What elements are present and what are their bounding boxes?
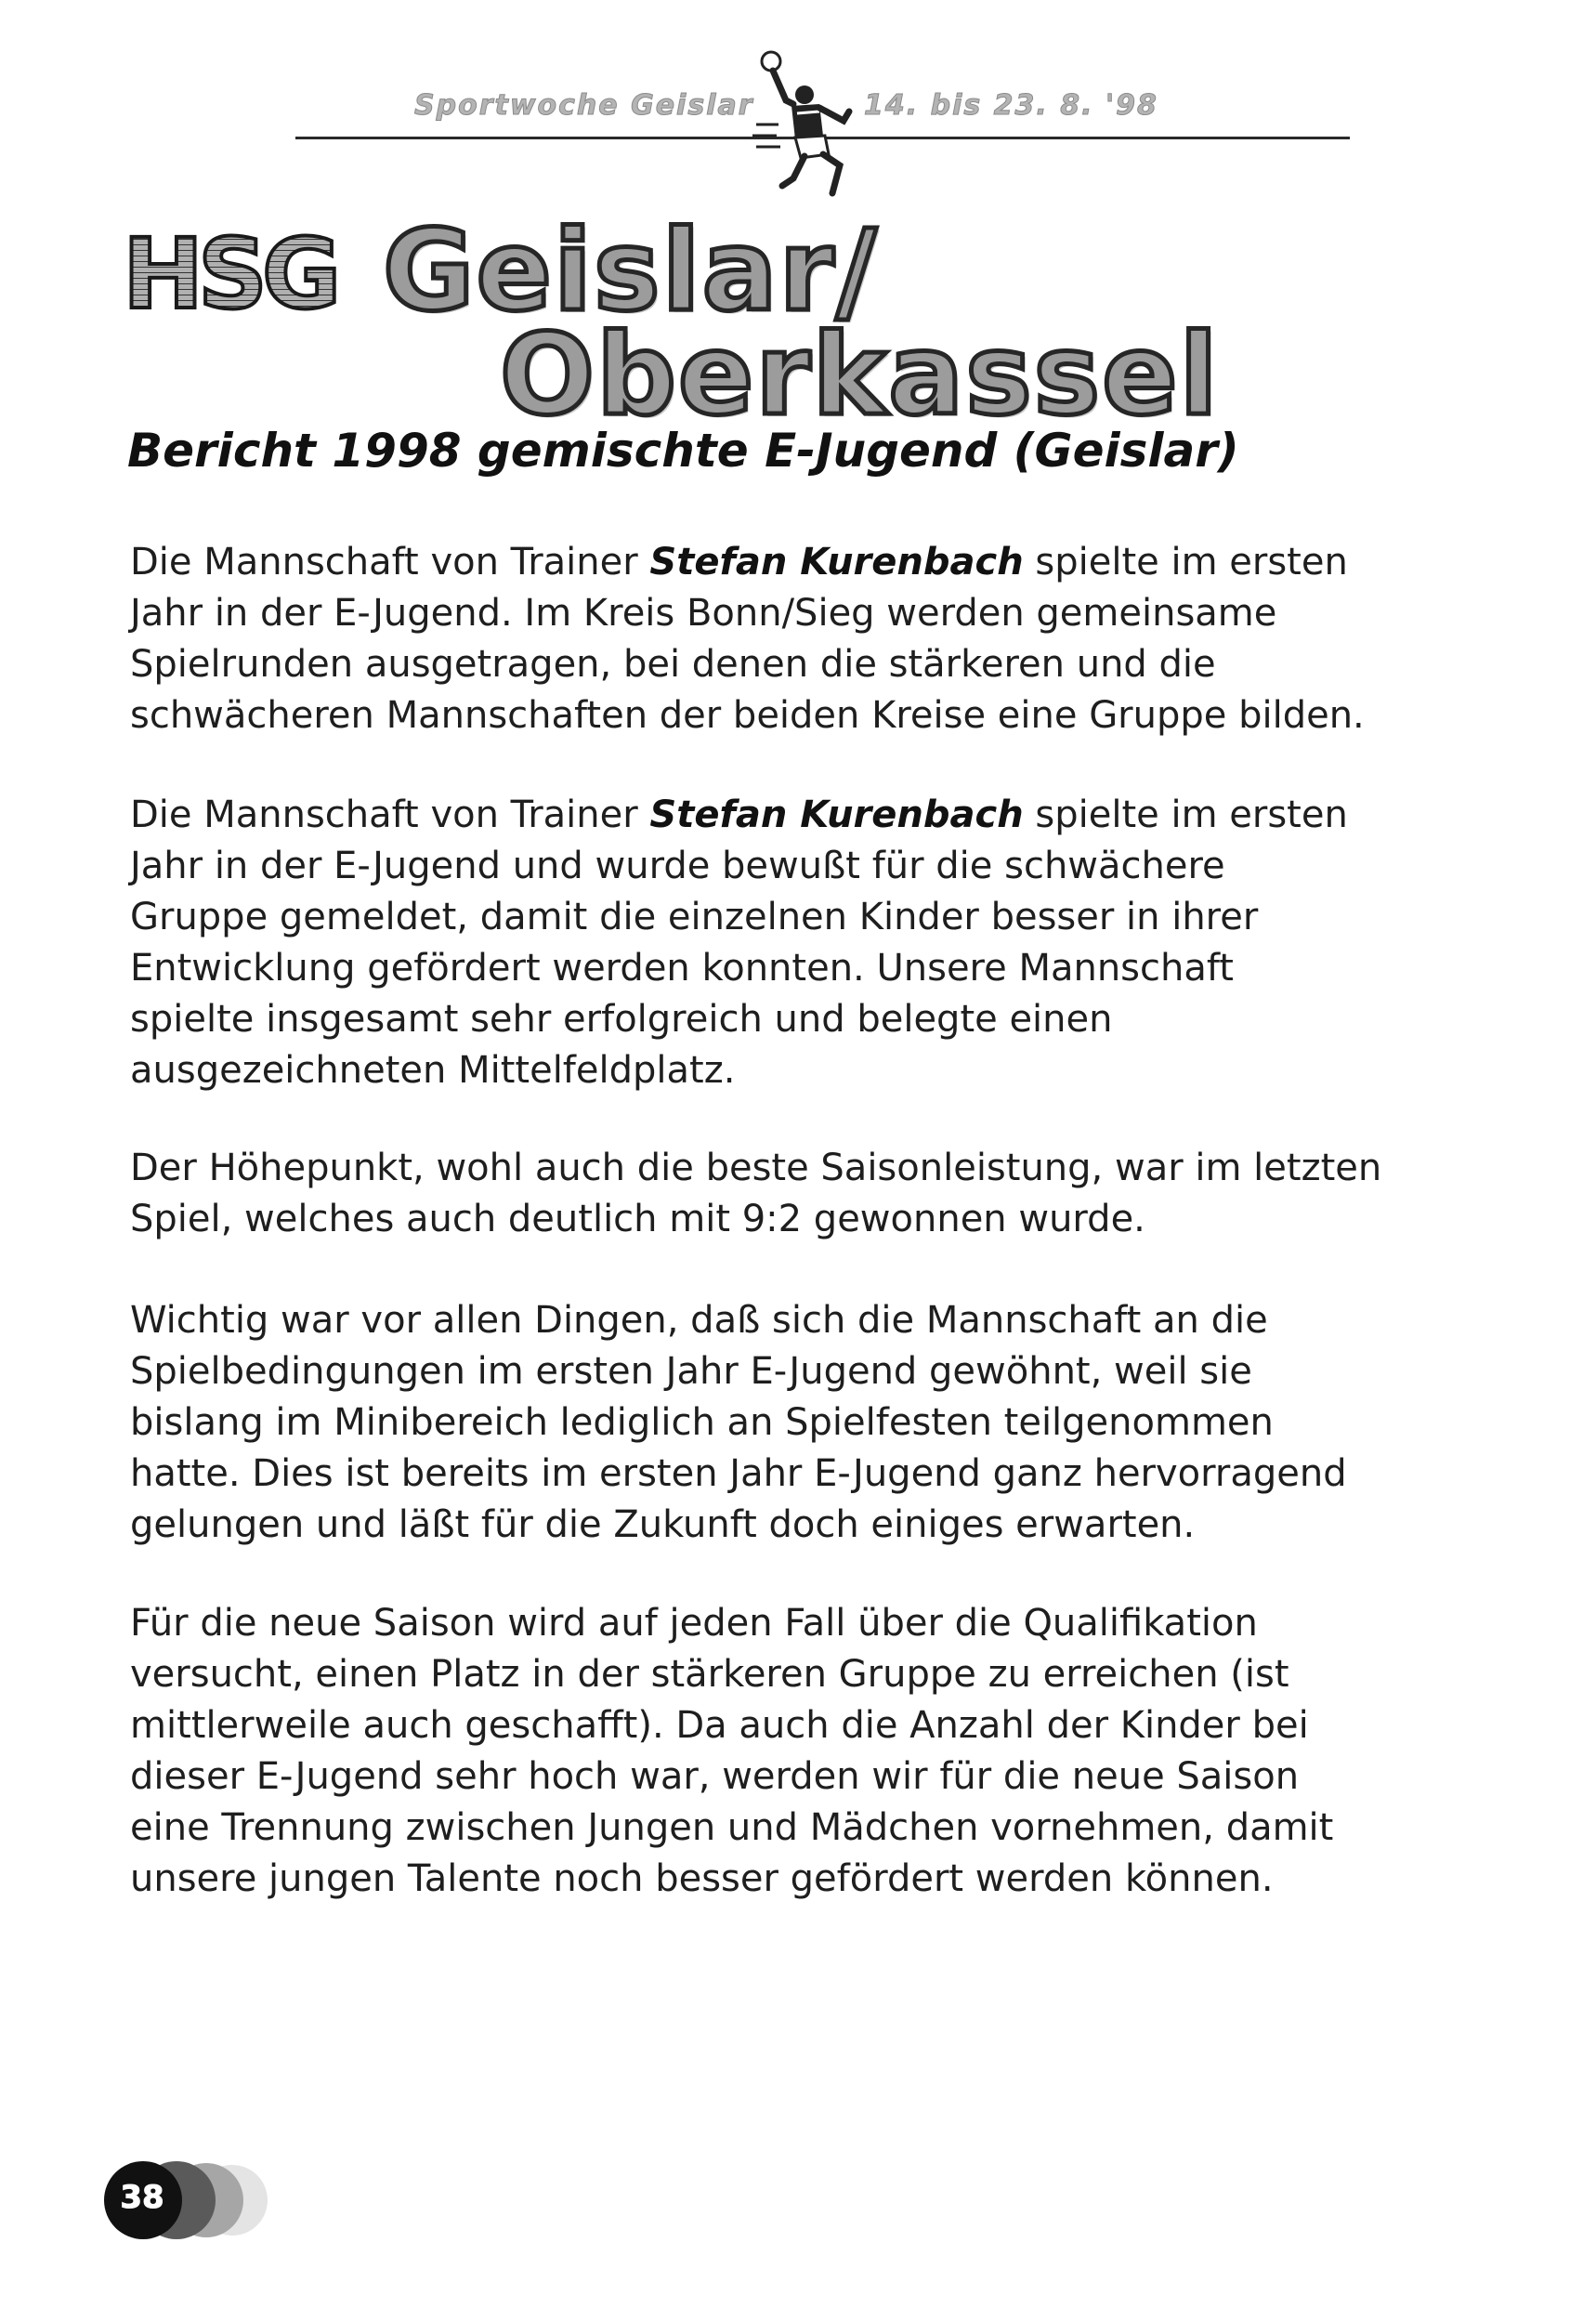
handball-player-icon xyxy=(751,46,853,200)
text-line: Spiel, welches auch deutlich mit 9:2 gewonnen wurde. xyxy=(130,1198,1145,1240)
event-name: Sportwoche Geislar xyxy=(414,89,754,122)
event-dates: 14. bis 23. 8. '98 xyxy=(864,89,1158,122)
text-line: bislang im Minibereich lediglich an Spielfesten teilgenommen xyxy=(130,1401,1274,1444)
paragraph-4 xyxy=(130,1295,1486,1551)
text-line: eine Trennung zwischen Jungen und Mädchen vornehmen, damit xyxy=(130,1806,1334,1849)
text-line: hatte. Dies ist bereits im ersten Jahr E-Jugend ganz hervorragend xyxy=(130,1452,1347,1495)
text-line: Entwicklung gefördert werden konnten. Unsere Mannschaft xyxy=(130,947,1234,990)
text-line: ausgezeichneten Mittelfeldplatz. xyxy=(130,1049,736,1092)
page-number-badge xyxy=(95,2154,271,2247)
text-span: Die Mannschaft von Trainer xyxy=(130,541,650,584)
paragraph-2 xyxy=(130,790,1486,1096)
trainer-name: Stefan Kurenbach xyxy=(649,541,1024,584)
text-line: dieser E-Jugend sehr hoch war, werden wir für die neue Saison xyxy=(130,1755,1300,1798)
text-line: Jahr in der E-Jugend und wurde bewußt für die schwächere xyxy=(130,845,1225,887)
paragraph-5 xyxy=(130,1598,1486,1905)
text-line: mittlerweile auch geschafft). Da auch die Anzahl der Kinder bei xyxy=(130,1704,1309,1747)
text-line: spielte insgesamt sehr erfolgreich und belegte einen xyxy=(130,998,1113,1041)
text-line: Gruppe gemeldet, damit die einzelnen Kinder besser in ihrer xyxy=(130,896,1259,938)
article-subtitle: Bericht 1998 gemischte E-Jugend (Geislar) xyxy=(127,424,1239,478)
text-line: Der Höhepunkt, wohl auch die beste Saisonleistung, war im letzten xyxy=(130,1147,1382,1189)
hsg-logo-text: HSG xyxy=(123,228,336,319)
paragraph-3 xyxy=(130,1143,1486,1245)
text-line: Für die neue Saison wird auf jeden Fall über die Qualifikation xyxy=(130,1602,1258,1645)
text-line xyxy=(130,790,1486,841)
text-line: Spielbedingungen im ersten Jahr E-Jugend gewöhnt, weil sie xyxy=(130,1350,1252,1393)
hsg-logo xyxy=(119,228,362,319)
text-line: Spielrunden ausgetragen, bei denen die stärkeren und die xyxy=(130,643,1216,686)
text-line xyxy=(130,537,1486,588)
club-name-line1: Geislar/ xyxy=(383,207,879,336)
text-span: spielte im ersten xyxy=(1023,793,1348,836)
page-number: 38 xyxy=(120,2179,164,2216)
club-name-line2: Oberkassel xyxy=(500,311,1220,440)
text-line: Wichtig war vor allen Dingen, daß sich die Mannschaft an die xyxy=(130,1299,1268,1342)
text-line: versucht, einen Platz in der stärkeren Gruppe zu erreichen (ist xyxy=(130,1653,1289,1696)
paragraph-1 xyxy=(130,537,1486,741)
text-span: Die Mannschaft von Trainer xyxy=(130,793,650,836)
trainer-name: Stefan Kurenbach xyxy=(649,793,1024,836)
text-line: schwächeren Mannschaften der beiden Kreise eine Gruppe bilden. xyxy=(130,694,1365,737)
text-line: unsere jungen Talente noch besser gefördert werden können. xyxy=(130,1857,1274,1900)
text-line: gelungen und läßt für die Zukunft doch einiges erwarten. xyxy=(130,1503,1196,1546)
text-span: spielte im ersten xyxy=(1023,541,1348,584)
text-line: Jahr in der E-Jugend. Im Kreis Bonn/Sieg werden gemeinsame xyxy=(130,592,1277,635)
